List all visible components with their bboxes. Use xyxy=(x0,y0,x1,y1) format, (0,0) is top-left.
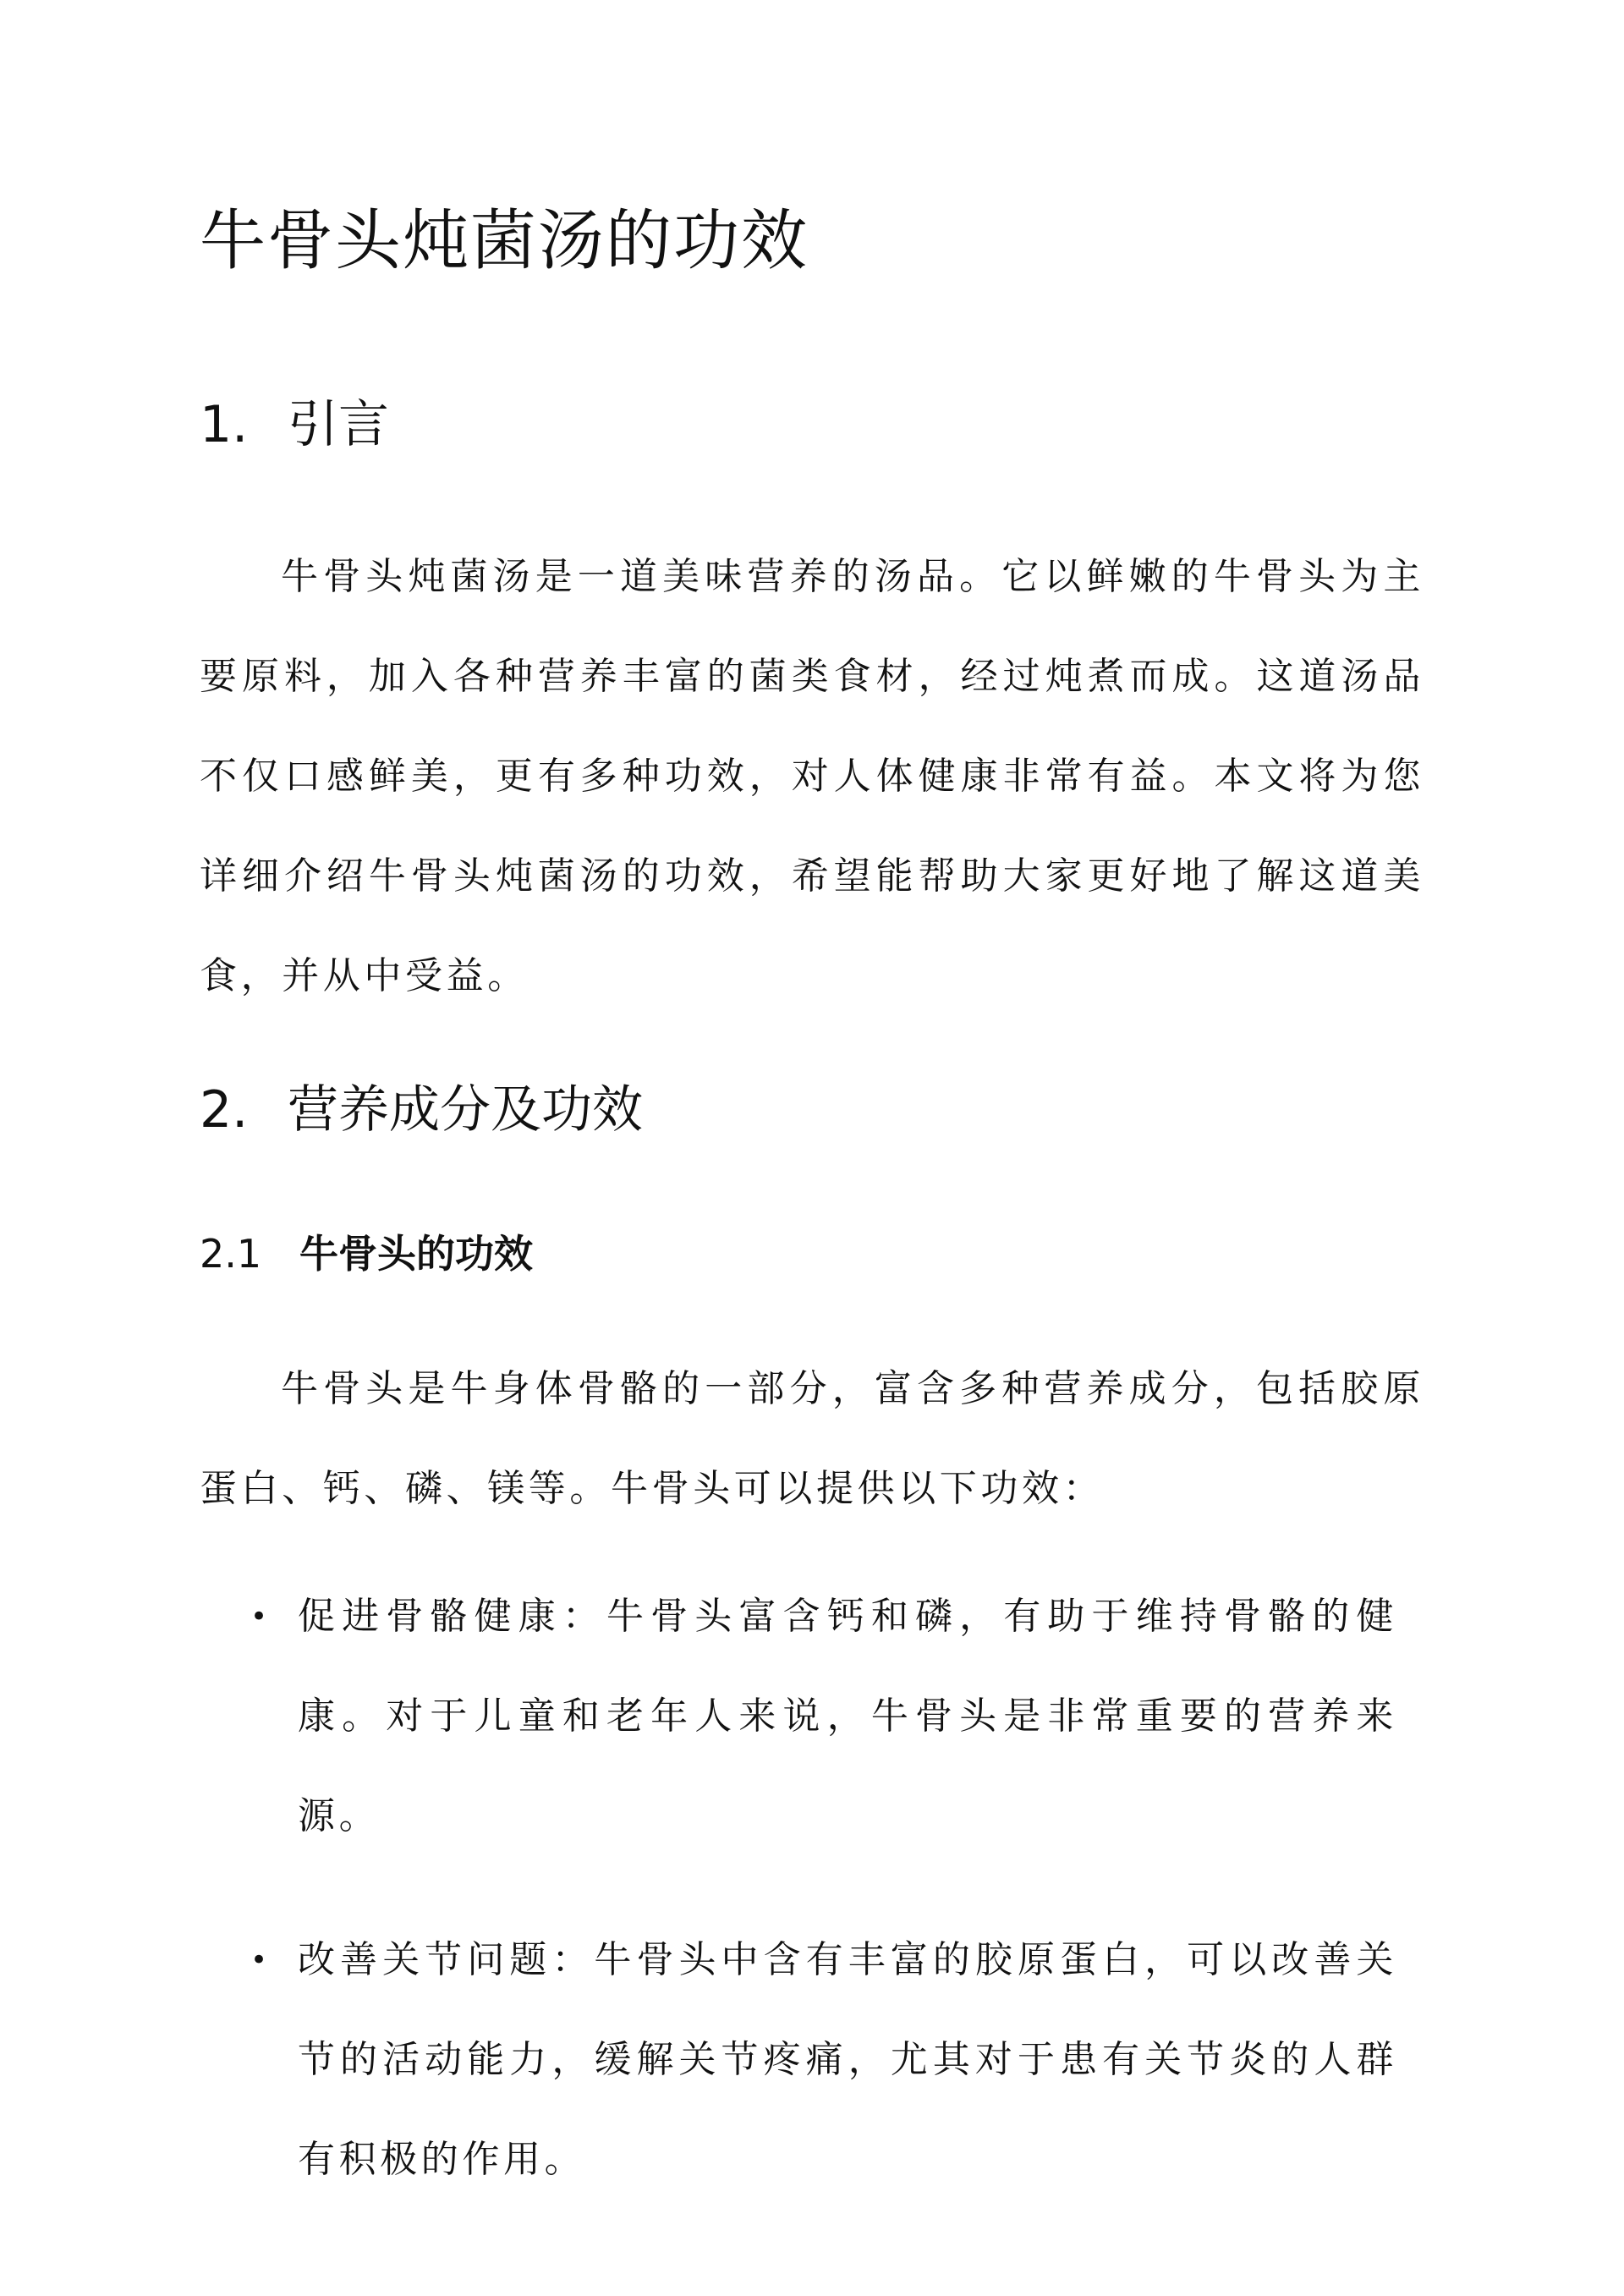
subsection-heading-text: 牛骨头的功效 xyxy=(299,1231,533,1277)
section-heading-nutrition xyxy=(200,1076,643,1144)
introduction-paragraph: 牛骨头炖菌汤是一道美味营养的汤品。它以鲜嫩的牛骨头为主要原料，加入各种营养丰富的菌类食材，经过炖煮而成。这道汤品不仅口感鲜美，更有多种功效，对人体健康非常有益。本文将为您详细介绍牛骨头炖菌汤的功效，希望能帮助大家更好地了解这道美食，并从中受益。 xyxy=(200,555,1424,997)
section-number: 1. xyxy=(200,395,249,454)
benefits-bullet-list xyxy=(200,1567,1424,2254)
bullet-marker: • xyxy=(250,1943,272,1977)
subsection-number: 2.1 xyxy=(200,1231,262,1277)
list-item xyxy=(200,1567,1424,1866)
bone-benefits-paragraph: 牛骨头是牛身体骨骼的一部分，富含多种营养成分，包括胶原蛋白、钙、磷、镁等。牛骨头可以提供以下功效： xyxy=(200,1367,1424,1510)
section-heading-text: 引言 xyxy=(288,395,389,454)
subsection-heading-bone-benefits xyxy=(200,1227,533,1281)
bullet-text: 改善关节问题：牛骨头中含有丰富的胶原蛋白，可以改善关节的活动能力，缓解关节疼痛，尤其对于患有关节炎的人群有积极的作用。 xyxy=(298,1938,1397,2181)
document-title: 牛骨头炖菌汤的功效 xyxy=(200,203,809,279)
bullet-marker: • xyxy=(250,1600,272,1634)
bullet-text: 促进骨骼健康：牛骨头富含钙和磷，有助于维持骨骼的健康。对于儿童和老年人来说，牛骨头是非常重要的营养来源。 xyxy=(298,1595,1397,1837)
section-heading-text: 营养成分及功效 xyxy=(288,1080,643,1140)
section-number: 2. xyxy=(200,1080,249,1140)
list-item xyxy=(200,1910,1424,2210)
section-heading-introduction xyxy=(200,391,389,459)
